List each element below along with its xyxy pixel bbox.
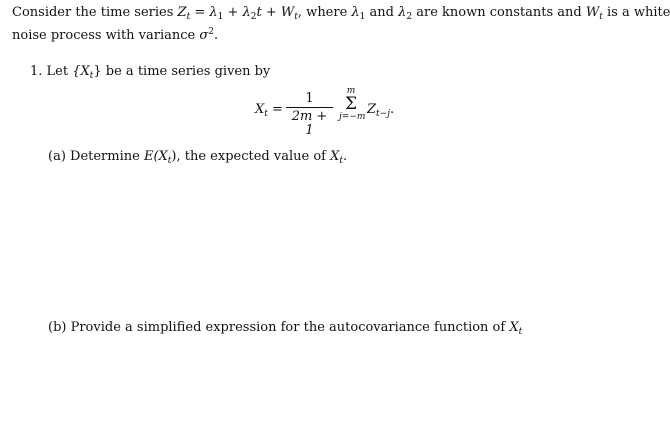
- intro-line-2: noise process with variance $\sigma^2$.: [12, 27, 219, 43]
- lambda-1-ref: $\lambda_1$: [351, 5, 366, 22]
- w-symbol-ref: $W_t$: [585, 5, 603, 22]
- lambda-2-ref: $\lambda_2$: [398, 5, 413, 22]
- fraction: [286, 92, 333, 138]
- sum-term: $Z_{t-j}$.: [367, 102, 395, 119]
- z-symbol: $Z_t$: [177, 5, 191, 22]
- expectation-expr: $E(X_t)$: [143, 149, 177, 166]
- x-symbol-b: $X_t$: [509, 320, 523, 337]
- equals-sign: =: [190, 5, 210, 20]
- sum-upper-limit: m: [346, 86, 356, 96]
- w-symbol: $W_t$: [280, 5, 298, 22]
- part-b: (b) Provide a simplified expression for the autocovariance function of $X_t$: [48, 320, 523, 337]
- moving-average-equation: [255, 86, 455, 138]
- part-a: (a) Determine $E(X_t)$, the expected value of $X_t$.: [48, 149, 348, 166]
- x-series-set: $\{X_t\}$: [72, 64, 102, 81]
- x-symbol: $X_t$: [330, 149, 343, 166]
- intro-line-1: Consider the time series $Z_t = \lambda_1 + \lambda_2t + W_t$, where $\lambda_1$ and $\lambda_2$ are known constants and $W_t$ is a white: [12, 5, 670, 22]
- intro-text: Consider the time series: [12, 5, 178, 20]
- question-1: 1. Let $\{X_t\}$ be a time series given by: [30, 64, 271, 81]
- fraction-numerator: 1: [305, 91, 314, 106]
- sigma-symbol: Σ: [344, 94, 358, 114]
- summation: [339, 86, 366, 122]
- sigma-squared: $\sigma^2$: [199, 27, 214, 43]
- lambda-2-t: $\lambda_2t$: [242, 5, 262, 22]
- fraction-bar: [286, 107, 333, 108]
- equation-lhs: $X_t$ =: [255, 102, 283, 119]
- sum-lower-limit: j=−m: [339, 112, 366, 122]
- fraction-denominator: 2m + 1: [291, 109, 328, 138]
- lambda-1: $\lambda_1$: [209, 5, 224, 22]
